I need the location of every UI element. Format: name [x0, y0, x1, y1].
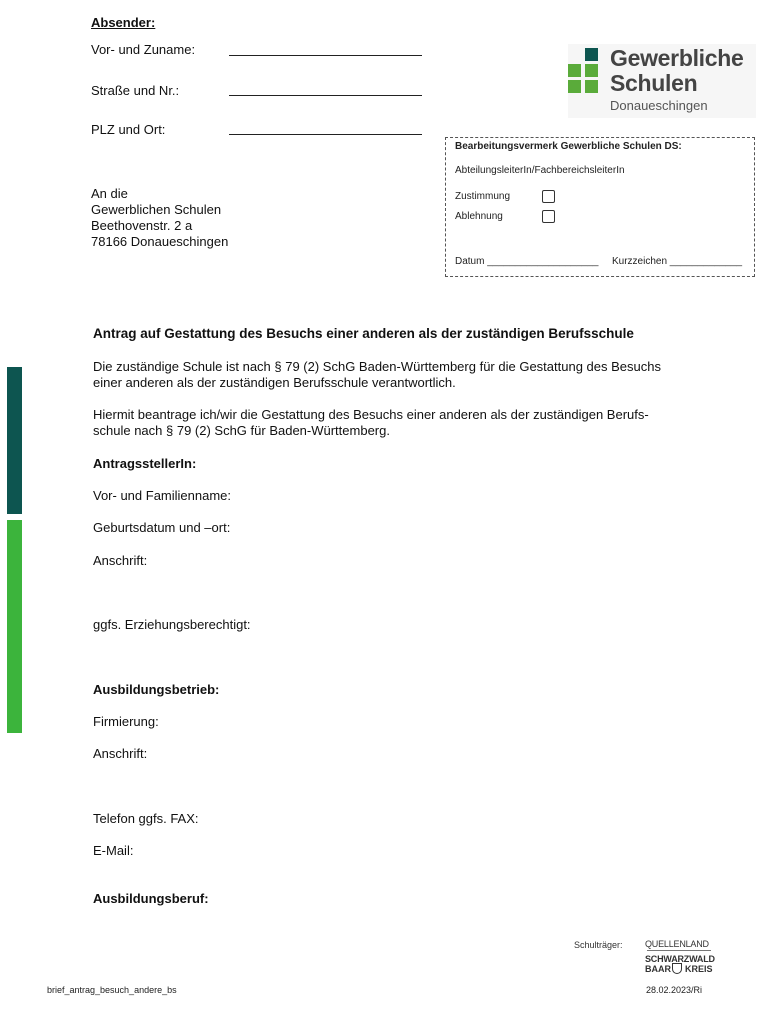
subject-heading: Antrag auf Gestattung des Besuchs einer anderen als der zuständigen Berufsschule [93, 326, 634, 341]
sponsor-logo-line1: QUELLENLAND [645, 939, 709, 949]
footer-date-code: 28.02.2023/Ri [646, 985, 703, 995]
processing-box-title: Bearbeitungsvermerk Gewerbliche Schulen DS: [455, 141, 682, 152]
recipient-line: 78166 Donaueschingen [91, 234, 229, 249]
applicant-birth-label: Geburtsdatum und –ort: [93, 520, 231, 535]
company-heading: Ausbildungsbetrieb: [93, 682, 220, 697]
sponsor-logo-line4: KREIS [685, 964, 713, 974]
sponsor-label: Schulträger: [574, 940, 623, 950]
approve-label: Zustimmung [455, 191, 511, 202]
school-logo [568, 44, 756, 118]
sender-name-label: Vor- und Zuname: [91, 42, 196, 57]
reject-checkbox[interactable] [542, 210, 555, 223]
processing-note-box [445, 137, 755, 277]
sender-heading: Absender: [91, 15, 156, 30]
recipient-line: Gewerblichen Schulen [91, 202, 222, 217]
profession-heading: Ausbildungsberuf: [93, 891, 209, 906]
initials-field-label: Kurzzeichen _____________ [612, 256, 743, 267]
processing-box-role: AbteilungsleiterIn/FachbereichsleiterIn [455, 165, 625, 176]
logo-square-light [585, 64, 598, 77]
sponsor-logo-wave [647, 950, 711, 951]
sponsor-logo [645, 937, 717, 977]
side-bar-green [7, 520, 22, 733]
sender-street-label: Straße und Nr.: [91, 83, 180, 98]
paragraph-line: Hiermit beantrage ich/wir die Gestattung des Besuchs einer anderen als der zuständigen Berufs- [93, 407, 649, 422]
logo-square-light [568, 80, 581, 93]
logo-square-light [568, 64, 581, 77]
company-email-label: E-Mail: [93, 843, 134, 858]
applicant-guardian-label: ggfs. Erziehungsberechtigt: [93, 617, 251, 632]
paragraph-line: einer anderen als der zuständigen Berufsschule verantwortlich. [93, 375, 456, 390]
footer-filename: brief_antrag_besuch_andere_bs [47, 985, 177, 995]
company-firm-label: Firmierung: [93, 714, 159, 729]
date-field-label: Datum ____________________ [455, 256, 599, 267]
recipient-line: Beethovenstr. 2 a [91, 218, 193, 233]
logo-text-line1: Gewerbliche [610, 45, 744, 71]
recipient-line: An die [91, 186, 128, 201]
coat-of-arms-icon [672, 963, 682, 974]
sender-city-field[interactable] [229, 134, 422, 135]
company-address-label: Anschrift: [93, 746, 148, 761]
paragraph-line: Die zuständige Schule ist nach § 79 (2) SchG Baden-Württemberg für die Gestattung des Besuchs [93, 359, 661, 374]
sponsor-logo-line3: BAAR [645, 964, 671, 974]
applicant-name-label: Vor- und Familienname: [93, 488, 232, 503]
recipient-address [91, 186, 228, 250]
company-phone-label: Telefon ggfs. FAX: [93, 811, 199, 826]
side-bar-dark [7, 367, 22, 514]
sender-name-field[interactable] [229, 55, 422, 56]
request-paragraph [93, 407, 723, 439]
sponsor-logo-line2: SCHWARZWALD [645, 954, 715, 964]
sender-city-label: PLZ und Ort: [91, 122, 166, 137]
sender-street-field[interactable] [229, 95, 422, 96]
intro-paragraph [93, 359, 723, 391]
logo-square-light [585, 80, 598, 93]
applicant-heading: AntragsstellerIn: [93, 456, 197, 471]
applicant-address-label: Anschrift: [93, 553, 148, 568]
logo-text-line2: Schulen [610, 70, 698, 96]
paragraph-line: schule nach § 79 (2) SchG für Baden-Württemberg. [93, 423, 390, 438]
reject-label: Ablehnung [455, 211, 503, 222]
logo-square-dark [585, 48, 598, 61]
approve-checkbox[interactable] [542, 190, 555, 203]
logo-text-line3: Donaueschingen [610, 98, 708, 113]
